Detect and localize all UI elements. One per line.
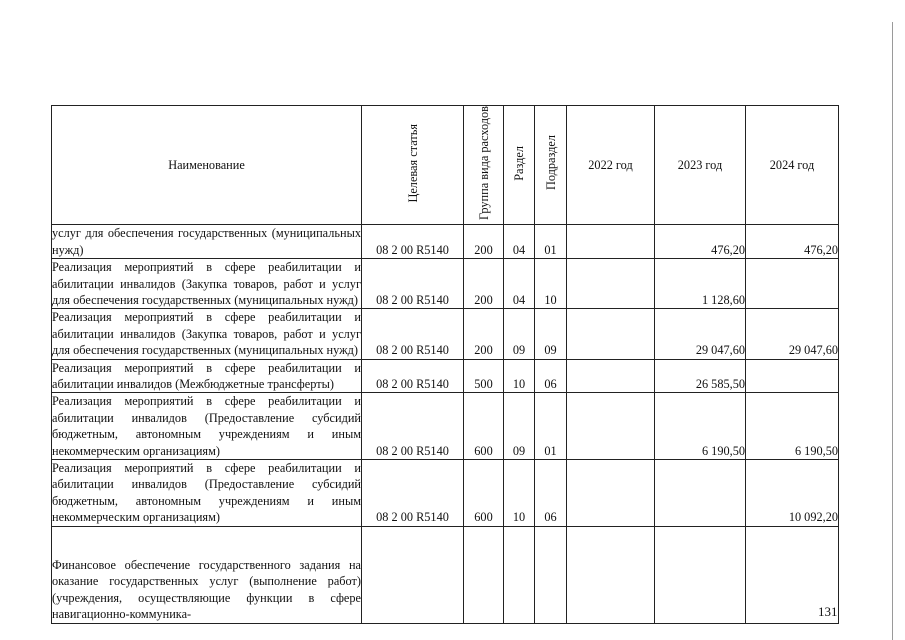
- row-name: услуг для обеспечения государственных (муниципальных нужд): [52, 226, 361, 257]
- row-group: 200: [464, 225, 504, 259]
- row-target: [362, 526, 464, 623]
- row-2023: [655, 526, 746, 623]
- row-2024: [746, 259, 839, 309]
- row-name: Реализация мероприятий в сфере реабилитации и абилитации инвалидов (Межбюджетные трансферты): [52, 360, 361, 391]
- header-year-2022: 2022 год: [567, 106, 655, 225]
- row-2024: 29 047,60: [746, 309, 839, 359]
- row-target: 08 2 00 R5140: [362, 259, 464, 309]
- table-row: [52, 225, 839, 259]
- row-name: Реализация мероприятий в сфере реабилитации и абилитации инвалидов (Закупка товаров, работ и услуг для обеспечения государственных (муниципальных нужд): [52, 310, 361, 358]
- header-year-2024: 2024 год: [746, 106, 839, 225]
- row-target: 08 2 00 R5140: [362, 460, 464, 527]
- row-section: [504, 526, 535, 623]
- row-subsection: 01: [535, 225, 567, 259]
- table-row: [52, 259, 839, 309]
- row-subsection: 09: [535, 309, 567, 359]
- row-section: 04: [504, 225, 535, 259]
- header-name: Наименование: [52, 106, 362, 225]
- row-group: 500: [464, 359, 504, 393]
- row-target: 08 2 00 R5140: [362, 225, 464, 259]
- row-2022: [567, 460, 655, 527]
- row-2024: 6 190,50: [746, 393, 839, 460]
- row-subsection: [535, 526, 567, 623]
- budget-table: [51, 105, 839, 624]
- table-row: [52, 309, 839, 359]
- row-section: 09: [504, 309, 535, 359]
- row-2023: 29 047,60: [655, 309, 746, 359]
- row-2023: 1 128,60: [655, 259, 746, 309]
- row-name: Финансовое обеспечение государственного задания на оказание государственных услуг (выполнение работ) (учреждения, осуществляющие функции в сфере навигационно-коммуника-: [52, 526, 362, 623]
- row-section: 10: [504, 460, 535, 527]
- row-subsection: 01: [535, 393, 567, 460]
- row-name: Реализация мероприятий в сфере реабилитации и абилитации инвалидов (Закупка товаров, работ и услуг для обеспечения государственных (муниципальных нужд): [52, 260, 361, 307]
- header-row: [52, 106, 839, 225]
- row-2024: [746, 359, 839, 393]
- row-2022: [567, 259, 655, 309]
- row-name: Реализация мероприятий в сфере реабилитации и абилитации инвалидов (Предоставление субсидий бюджетным, автономным учреждениям и иным некоммерческим организациям): [52, 461, 361, 525]
- table-row: [52, 526, 839, 623]
- table-row: [52, 359, 839, 393]
- row-2022: [567, 393, 655, 460]
- row-subsection: 10: [535, 259, 567, 309]
- row-group: 600: [464, 460, 504, 527]
- page-edge-line: [892, 22, 893, 640]
- row-target: 08 2 00 R5140: [362, 359, 464, 393]
- row-subsection: 06: [535, 359, 567, 393]
- header-subsection: Подраздел: [535, 106, 567, 225]
- row-2022: [567, 225, 655, 259]
- row-name: Реализация мероприятий в сфере реабилитации и абилитации инвалидов (Предоставление субсидий бюджетным, автономным учреждениям и иным некоммерческим организациям): [52, 394, 361, 458]
- row-target: 08 2 00 R5140: [362, 393, 464, 460]
- row-2023: 476,20: [655, 225, 746, 259]
- row-2022: [567, 359, 655, 393]
- row-2022: [567, 309, 655, 359]
- row-group: 200: [464, 259, 504, 309]
- row-section: 09: [504, 393, 535, 460]
- header-target-article: Целевая статья: [362, 106, 464, 225]
- row-section: 10: [504, 359, 535, 393]
- row-section: 04: [504, 259, 535, 309]
- row-2023: 6 190,50: [655, 393, 746, 460]
- row-2023: [655, 460, 746, 527]
- header-section: Раздел: [504, 106, 535, 225]
- row-group: [464, 526, 504, 623]
- header-expense-group: Группа вида расходов: [464, 106, 504, 225]
- row-2024: 476,20: [746, 225, 839, 259]
- row-2023: 26 585,50: [655, 359, 746, 393]
- page-number: 131: [818, 604, 838, 619]
- row-subsection: 06: [535, 460, 567, 527]
- row-2024: 10 092,20: [746, 460, 839, 527]
- header-year-2023: 2023 год: [655, 106, 746, 225]
- row-target: 08 2 00 R5140: [362, 309, 464, 359]
- row-2022: [567, 526, 655, 623]
- row-group: 600: [464, 393, 504, 460]
- row-group: 200: [464, 309, 504, 359]
- table-row: [52, 393, 839, 460]
- table-row: [52, 460, 839, 527]
